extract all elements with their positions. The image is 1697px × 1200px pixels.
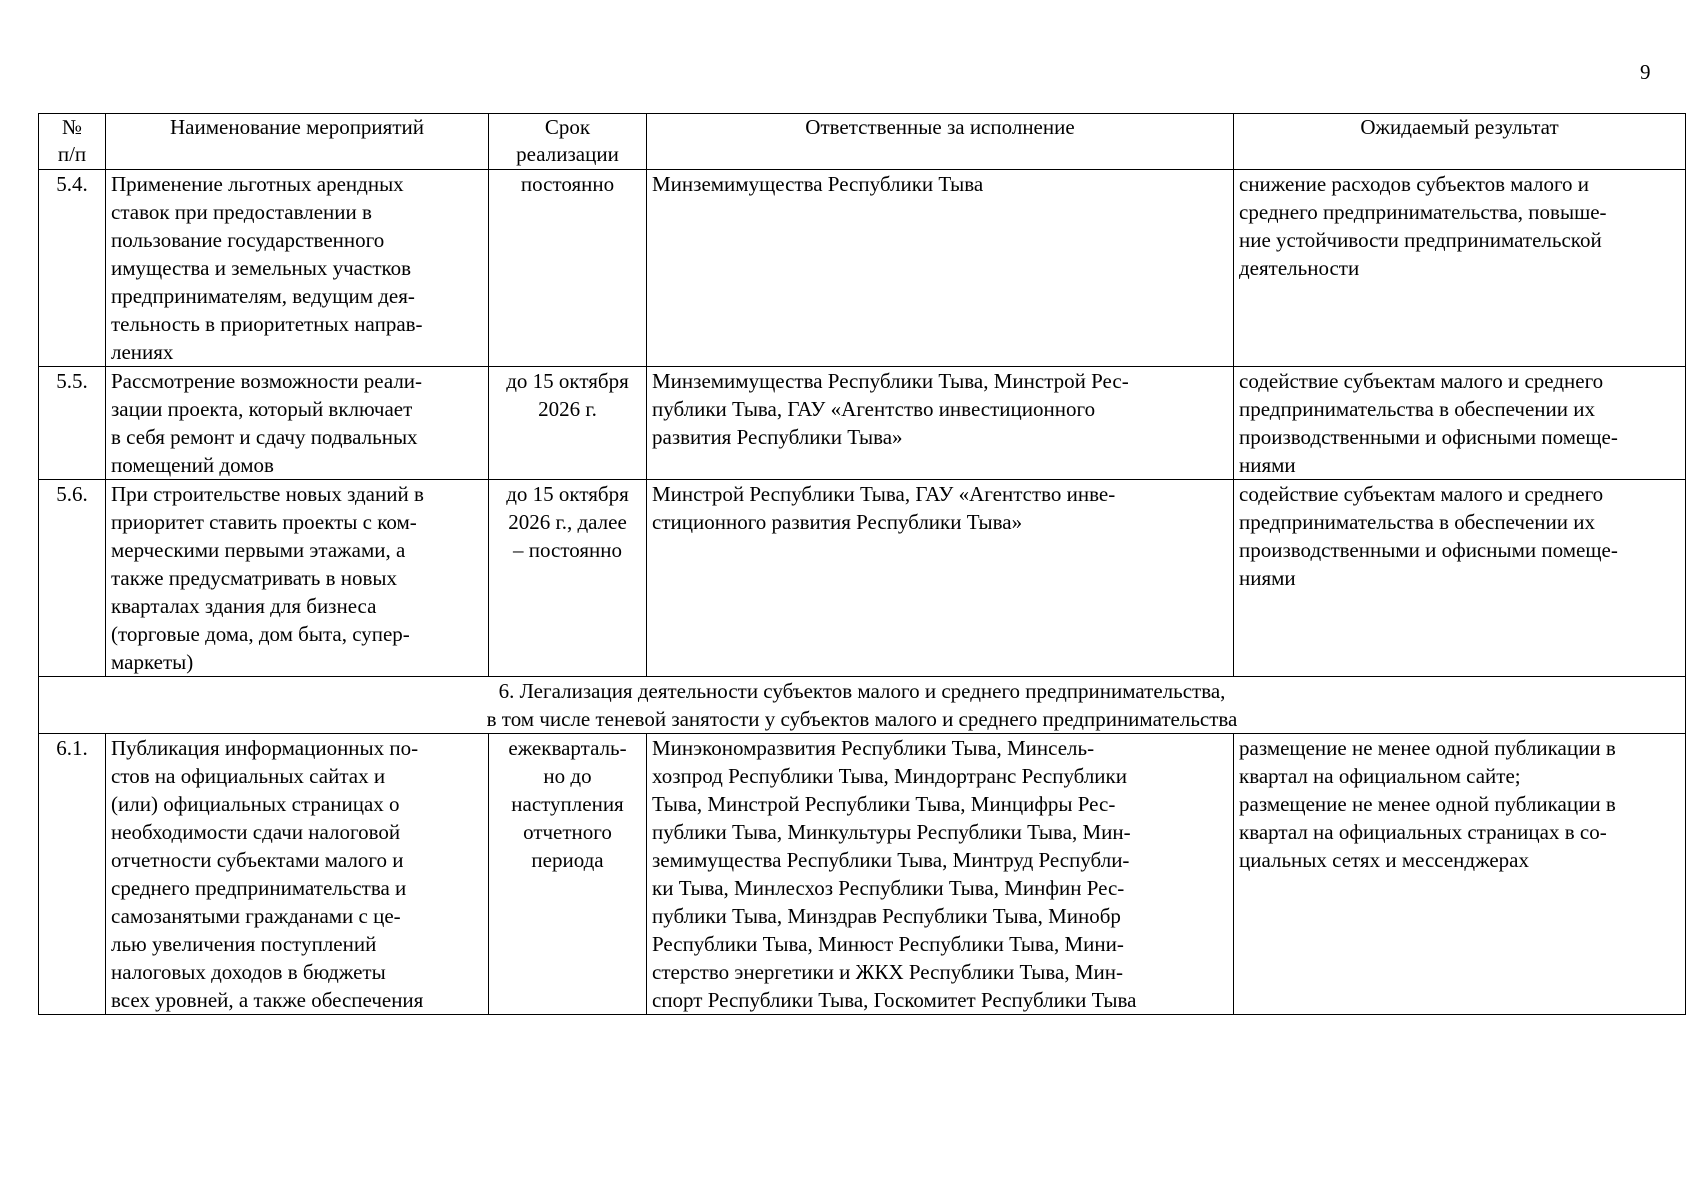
table-header-row bbox=[39, 114, 1686, 170]
row-responsible: Минземимущества Республики Тыва, Минстрой Рес- публики Тыва, ГАУ «Агентство инвестиционного развития Республики Тыва» bbox=[647, 367, 1234, 480]
header-deadline: Срок реализации bbox=[489, 114, 647, 170]
row-result: содействие субъектам малого и среднего предпринимательства в обеспечении их производственными и офисными помеще- ниями bbox=[1234, 367, 1686, 480]
row-num: 5.4. bbox=[39, 170, 106, 367]
section-heading-row bbox=[39, 677, 1686, 734]
row-name: Рассмотрение возможности реали- зации проекта, который включает в себя ремонт и сдачу подвальных помещений домов bbox=[106, 367, 489, 480]
table-row bbox=[39, 480, 1686, 677]
row-responsible: Минземимущества Республики Тыва bbox=[647, 170, 1234, 367]
row-name: Публикация информационных по- стов на официальных сайтах и (или) официальных страницах о необходимости сдачи налоговой отчетности субъектами малого и среднего предпринимательства и самозанятыми гражданами с це- лью увеличения поступлений налоговых доходов в бюджеты всех уровней, а также обеспечения bbox=[106, 734, 489, 1015]
row-name: При строительстве новых зданий в приоритет ставить проекты с ком- мерческими первыми этажами, а также предусматривать в новых кварталах здания для бизнеса (торговые дома, дом быта, супер- маркеты) bbox=[106, 480, 489, 677]
header-responsible: Ответственные за исполнение bbox=[647, 114, 1234, 170]
page-number: 9 bbox=[1640, 60, 1651, 84]
row-num: 5.6. bbox=[39, 480, 106, 677]
table-row bbox=[39, 734, 1686, 1015]
section-6-line-1: 6. Легализация деятельности субъектов малого и среднего предпринимательства, bbox=[498, 679, 1226, 703]
table-row bbox=[39, 367, 1686, 480]
action-plan-table bbox=[38, 113, 1686, 1015]
row-deadline: постоянно bbox=[489, 170, 647, 367]
row-responsible: Минстрой Республики Тыва, ГАУ «Агентство инве- стиционного развития Республики Тыва» bbox=[647, 480, 1234, 677]
row-name: Применение льготных арендных ставок при предоставлении в пользование государственного имущества и земельных участков предпринимателям, ведущим дея- тельность в приоритетных направ- лениях bbox=[106, 170, 489, 367]
row-responsible: Минэкономразвития Республики Тыва, Минсель- хозпрод Республики Тыва, Миндортранс Республики Тыва, Минстрой Республики Тыва, Минцифры Рес- публики Тыва, Минкультуры Республики Тыва, Мин- земимущества Республики Тыва, Минтруд Республи- ки Тыва, Минлесхоз Республики Тыва, Минфин Рес- публики Тыва, Минздрав Республики Тыва, Минобр Республики Тыва, Минюст Республики Тыва, Мини- стерство энергетики и ЖКХ Республики Тыва, Мин- спорт Республики Тыва, Госкомитет Республики Тыва bbox=[647, 734, 1234, 1015]
row-result: содействие субъектам малого и среднего предпринимательства в обеспечении их производственными и офисными помеще- ниями bbox=[1234, 480, 1686, 677]
row-result: размещение не менее одной публикации в квартал на официальном сайте; размещение не менее одной публикации в квартал на официальных страницах в со- циальных сетях и мессенджерах bbox=[1234, 734, 1686, 1015]
row-deadline: ежекварталь- но до наступления отчетного периода bbox=[489, 734, 647, 1015]
row-deadline: до 15 октября 2026 г. bbox=[489, 367, 647, 480]
section-6-line-2: в том числе теневой занятости у субъектов малого и среднего предпринимательства bbox=[486, 707, 1238, 731]
header-name: Наименование мероприятий bbox=[106, 114, 489, 170]
section-6-heading bbox=[39, 677, 1686, 734]
header-result: Ожидаемый результат bbox=[1234, 114, 1686, 170]
row-result: снижение расходов субъектов малого и среднего предпринимательства, повыше- ние устойчивости предпринимательской деятельности bbox=[1234, 170, 1686, 367]
header-num: № п/п bbox=[39, 114, 106, 170]
row-num: 6.1. bbox=[39, 734, 106, 1015]
row-num: 5.5. bbox=[39, 367, 106, 480]
table-row bbox=[39, 170, 1686, 367]
row-deadline: до 15 октября 2026 г., далее – постоянно bbox=[489, 480, 647, 677]
